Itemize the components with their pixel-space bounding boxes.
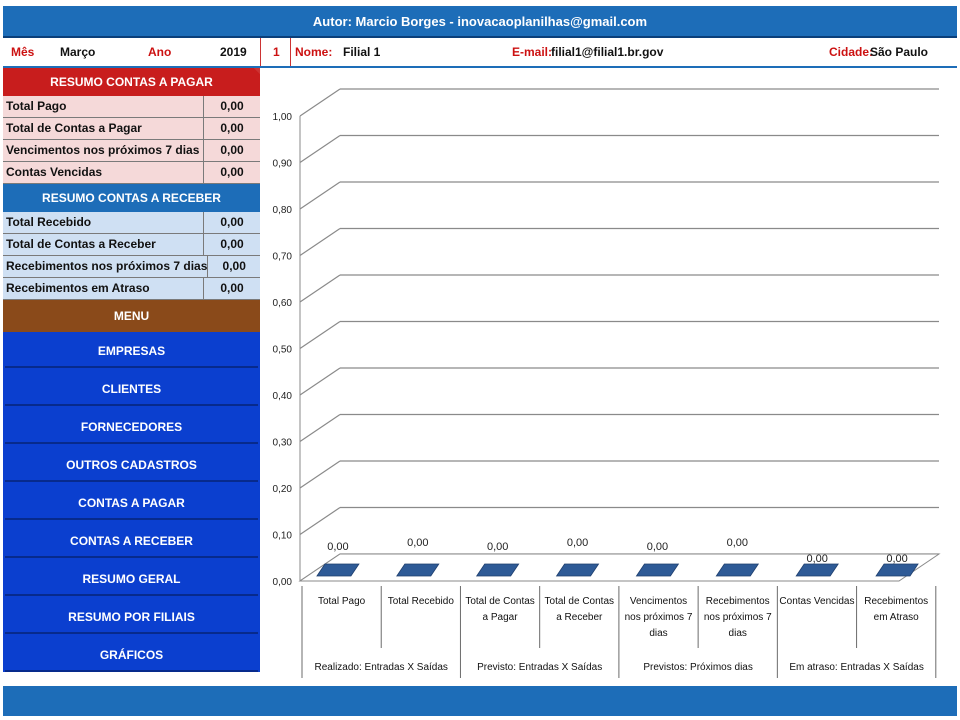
name-label: Nome: (295, 45, 333, 59)
x-tick-label: Total de Contas (544, 596, 615, 607)
divider (290, 38, 291, 66)
summary-row-label: Contas Vencidas (3, 162, 204, 183)
x-tick-label: nos próximos 7 (703, 612, 772, 623)
gridline-depth (300, 508, 340, 535)
summary-row-label: Recebimentos em Atraso (3, 278, 204, 299)
summary-row-value: 0,00 (220, 121, 244, 135)
info-bar (3, 38, 957, 68)
city-value[interactable]: São Paulo (870, 45, 929, 59)
gridline-depth (300, 182, 340, 209)
y-tick-label: 0,50 (272, 344, 292, 356)
y-tick-label: 0,00 (272, 577, 292, 588)
gridline-depth (300, 461, 340, 488)
summary-row (3, 118, 260, 140)
summary-row-value: 0,00 (220, 165, 244, 179)
group-label: Previstos: Próximos dias (643, 662, 753, 673)
group-label: Em atraso: Entradas X Saídas (789, 662, 924, 673)
x-tick-label: Total Pago (317, 596, 366, 607)
data-label: 0,00 (886, 553, 908, 565)
gridline-depth (300, 89, 340, 116)
summary-row (3, 234, 260, 256)
summary-row-value: 0,00 (222, 259, 246, 273)
menu-button-empresas[interactable]: EMPRESAS (5, 334, 258, 368)
x-tick-label: a Pagar (482, 612, 518, 623)
x-tick-label: nos próximos 7 (624, 612, 693, 623)
summary-row (3, 278, 260, 300)
email-label: E-mail: (512, 45, 553, 59)
data-label: 0,00 (646, 541, 669, 553)
menu-button-contas-a-pagar[interactable]: CONTAS A PAGAR (5, 486, 258, 520)
menu-button-resumo-por-filiais[interactable]: RESUMO POR FILIAIS (5, 600, 258, 634)
y-tick-label: 0,90 (272, 158, 292, 170)
summary-row (3, 140, 260, 162)
summary-row-label: Total de Contas a Pagar (3, 118, 204, 139)
name-value[interactable]: Filial 1 (343, 45, 381, 59)
y-tick-label: 0,60 (272, 298, 292, 309)
summary-row-value: 0,00 (220, 281, 244, 295)
summary-row-label: Recebimentos nos próximos 7 dias (3, 256, 208, 277)
year-value[interactable]: 2019 (220, 45, 247, 59)
gridline-depth (300, 229, 340, 256)
x-tick-label: Recebimentos (705, 596, 770, 607)
summary-row (3, 212, 260, 234)
payables-header: RESUMO CONTAS A PAGAR (3, 68, 260, 96)
city-label: Cidade: (829, 45, 874, 59)
month-value[interactable]: Março (60, 45, 96, 59)
x-tick-label: Recebimentos (864, 596, 929, 607)
menu-list (3, 332, 260, 672)
x-tick-label: dias (728, 628, 747, 639)
payables-table (3, 96, 260, 184)
y-tick-label: 0,10 (272, 530, 292, 542)
x-tick-label: a Receber (556, 612, 603, 623)
gridline-depth (300, 368, 340, 395)
group-label: Realizado: Entradas X Saídas (314, 662, 448, 673)
x-tick-label: Vencimentos (629, 596, 688, 607)
x-tick-label: dias (649, 628, 668, 639)
gridline-depth (300, 136, 340, 163)
gridline-depth (300, 275, 340, 302)
group-label: Previsto: Entradas X Saídas (477, 662, 603, 673)
footer-bar (3, 686, 957, 716)
x-tick-label: Total de Contas (465, 596, 535, 607)
data-label: 0,00 (726, 537, 749, 549)
summary-row (3, 162, 260, 184)
menu-button-clientes[interactable]: CLIENTES (5, 372, 258, 406)
y-tick-label: 1,00 (272, 112, 292, 123)
chart-floor (300, 554, 939, 581)
divider (260, 38, 261, 66)
y-tick-label: 0,80 (272, 205, 292, 216)
menu-button-contas-a-receber[interactable]: CONTAS A RECEBER (5, 524, 258, 558)
chart-area (262, 68, 957, 684)
comment-marker-icon (254, 68, 260, 74)
summary-row (3, 96, 260, 118)
data-label: 0,00 (806, 553, 828, 565)
summary-panel (3, 68, 260, 684)
summary-row-label: Vencimentos nos próximos 7 dias (3, 140, 204, 161)
author-text: Autor: Marcio Borges - inovacaoplanilhas@gmail.com (312, 13, 648, 29)
y-tick-label: 0,40 (272, 391, 292, 402)
menu-button-outros-cadastros[interactable]: OUTROS CADASTROS (5, 448, 258, 482)
summary-row-value: 0,00 (220, 143, 244, 157)
summary-row-label: Total Pago (3, 96, 204, 117)
summary-row-value: 0,00 (220, 215, 244, 229)
receivables-table (3, 212, 260, 300)
data-label: 0,00 (486, 541, 509, 553)
summary-row-value: 0,00 (220, 237, 244, 251)
x-tick-label: em Atraso (873, 612, 919, 623)
summary-row (3, 256, 260, 278)
x-tick-label: Total Recebido (387, 596, 454, 607)
title-bar (3, 6, 957, 38)
email-value[interactable]: filial1@filial1.br.gov (551, 45, 664, 59)
gridline-depth (300, 322, 340, 349)
month-label: Mês (11, 45, 35, 59)
x-tick-label: Contas Vencidas (779, 596, 855, 607)
menu-header: MENU (3, 300, 260, 332)
summary-row-value: 0,00 (220, 99, 244, 113)
y-tick-label: 0,30 (272, 437, 292, 449)
y-tick-label: 0,20 (272, 484, 292, 495)
data-label: 0,00 (566, 537, 589, 549)
menu-button-fornecedores[interactable]: FORNECEDORES (5, 410, 258, 444)
summary-row-label: Total de Contas a Receber (3, 234, 204, 255)
data-label: 0,00 (407, 537, 429, 549)
bar-chart (262, 68, 957, 684)
year-label: Ano (148, 45, 172, 59)
menu-button-gr-ficos[interactable]: GRÁFICOS (5, 638, 258, 672)
branch-index[interactable]: 1 (273, 45, 280, 59)
menu-button-resumo-geral[interactable]: RESUMO GERAL (5, 562, 258, 596)
summary-row-label: Total Recebido (3, 212, 204, 233)
data-label: 0,00 (327, 541, 349, 553)
y-tick-label: 0,70 (272, 251, 292, 263)
receivables-header: RESUMO CONTAS A RECEBER (3, 184, 260, 212)
gridline-depth (300, 415, 340, 442)
